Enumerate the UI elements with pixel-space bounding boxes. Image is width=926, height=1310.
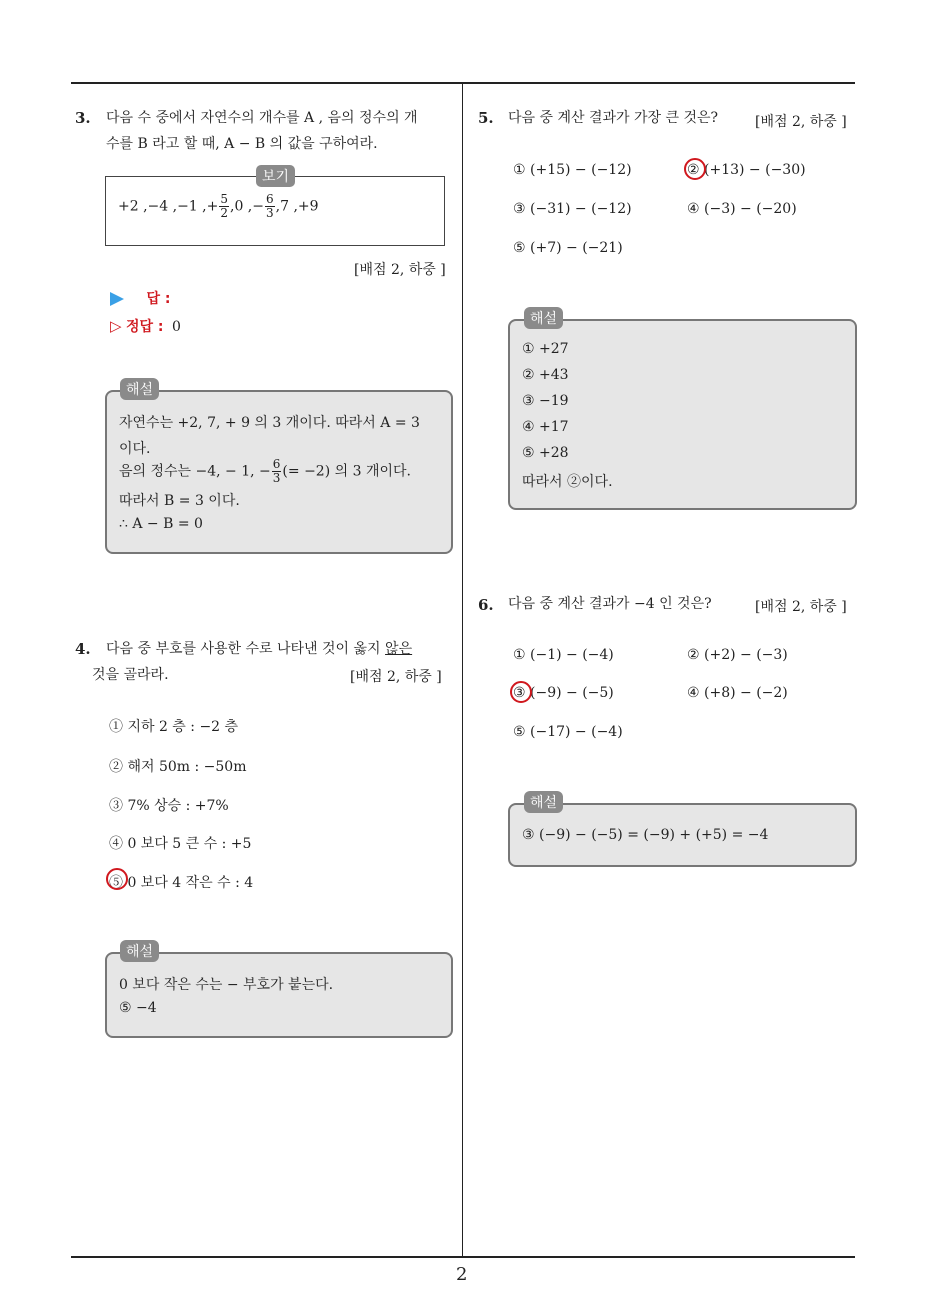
option-3[interactable]: ③ (−9) − (−5)	[513, 685, 614, 701]
fraction-denominator: 3	[266, 206, 274, 220]
correct-answer-row	[110, 316, 181, 336]
solution-box	[508, 803, 857, 867]
option-5[interactable]: ⑤ (−17) − (−4)	[513, 724, 623, 740]
score-info: [배점 2, 하중 ]	[354, 262, 446, 278]
question-text-line2: 수를 B 라고 할 때, A − B 의 값을 구하여라.	[106, 136, 378, 152]
solution-line: 0 보다 작은 수는 − 부호가 붙는다.	[119, 977, 334, 993]
question-text: 다음 중 계산 결과가 −4 인 것은?	[508, 596, 712, 612]
question-number: 3.	[75, 109, 91, 127]
solution-line: ③ (−9) − (−5) = (−9) + (+5) = −4	[522, 827, 769, 843]
fraction-numerator: 6	[266, 192, 274, 206]
example-items-part: +2 ,−4 ,−1 ,+	[118, 198, 219, 215]
question-number: 4.	[75, 640, 91, 658]
example-items-part: ,0 ,−	[230, 198, 264, 215]
option-2[interactable]: ② (+13) − (−30)	[687, 162, 806, 178]
question-text: 다음 중 계산 결과가 가장 큰 것은?	[508, 110, 719, 126]
solution-tag: 해설	[120, 378, 159, 400]
correct-answer-label: 정답 :	[126, 319, 164, 335]
question-text-line1	[106, 636, 412, 662]
answer-circle-mark	[510, 681, 532, 703]
question-number: 5.	[478, 109, 494, 127]
score-info: [배점 2, 하중 ]	[755, 114, 847, 130]
top-rule	[71, 82, 855, 84]
option-4[interactable]: ④ (−3) − (−20)	[687, 201, 797, 217]
solution-line: ③ −19	[522, 393, 569, 409]
example-box-label: 보기	[256, 165, 295, 187]
solution-line: 이다.	[119, 441, 151, 457]
solution-line: ⑤ +28	[522, 445, 569, 461]
solution-line: 따라서 ②이다.	[522, 474, 613, 490]
score-info: [배점 2, 하중 ]	[755, 599, 847, 615]
question-text-line1: 다음 수 중에서 자연수의 개수를 A , 음의 정수의 개	[106, 110, 418, 126]
option-2[interactable]: ② (+2) − (−3)	[687, 647, 788, 663]
bottom-rule	[71, 1256, 855, 1258]
question-text-line2: 것을 골라라.	[92, 667, 169, 683]
triangle-outline-icon: ▷	[110, 317, 122, 335]
fraction-denominator: 3	[272, 471, 281, 485]
example-items	[118, 193, 319, 220]
option-5[interactable]: ⑤ 0 보다 4 작은 수 : 4	[109, 875, 254, 891]
question-text-part: 다음 중 부호를 사용한 수로 나타낸 것이 옳지	[106, 641, 386, 657]
correct-answer-value: 0	[171, 319, 181, 335]
option-3[interactable]: ③ 7% 상승 : +7%	[109, 798, 229, 814]
fraction	[219, 193, 229, 220]
fraction-numerator: 5	[220, 192, 228, 206]
solution-line-part: 음의 정수는 −4, − 1, −	[119, 463, 271, 480]
option-3[interactable]: ③ (−31) − (−12)	[513, 201, 632, 217]
solution-tag: 해설	[120, 940, 159, 962]
solution-line: ② +43	[522, 367, 569, 383]
answer-label: 답 :	[146, 291, 171, 307]
solution-box	[508, 319, 857, 510]
option-4[interactable]: ④ (+8) − (−2)	[687, 685, 788, 701]
fraction-numerator: 6	[272, 457, 281, 471]
answer-row	[110, 288, 170, 308]
solution-line: 따라서 B = 3 이다.	[119, 493, 240, 509]
page-number: 2	[456, 1264, 468, 1285]
column-divider	[462, 83, 463, 1258]
play-icon	[110, 292, 124, 306]
option-4[interactable]: ④ 0 보다 5 큰 수 : +5	[109, 836, 252, 852]
option-1[interactable]: ① (−1) − (−4)	[513, 647, 614, 663]
option-2[interactable]: ② 해저 50m : −50m	[109, 759, 247, 775]
underlined-word: 않은	[385, 641, 413, 657]
answer-circle-mark	[106, 868, 128, 890]
solution-tag: 해설	[524, 791, 563, 813]
solution-line-part: (= −2) 의 3 개이다.	[282, 463, 411, 480]
option-1[interactable]: ① (+15) − (−12)	[513, 162, 632, 178]
option-1[interactable]: ① 지하 2 층 : −2 층	[109, 719, 239, 735]
question-number: 6.	[478, 596, 494, 614]
solution-line: ∴ A − B = 0	[119, 516, 203, 532]
solution-line: ① +27	[522, 341, 569, 357]
solution-box	[105, 390, 453, 554]
solution-line: 자연수는 +2, 7, + 9 의 3 개이다. 따라서 A = 3	[119, 415, 420, 431]
score-info: [배점 2, 하중 ]	[350, 669, 442, 685]
option-5[interactable]: ⑤ (+7) − (−21)	[513, 240, 623, 256]
fraction	[265, 193, 275, 220]
solution-line: ⑤ −4	[119, 1000, 157, 1016]
solution-line: ④ +17	[522, 419, 569, 435]
example-items-part: ,7 ,+9	[275, 198, 319, 215]
fraction-denominator: 2	[220, 206, 228, 220]
fraction	[272, 458, 282, 485]
answer-circle-mark	[684, 158, 706, 180]
solution-box	[105, 952, 453, 1038]
solution-tag: 해설	[524, 307, 563, 329]
solution-line	[119, 458, 411, 485]
